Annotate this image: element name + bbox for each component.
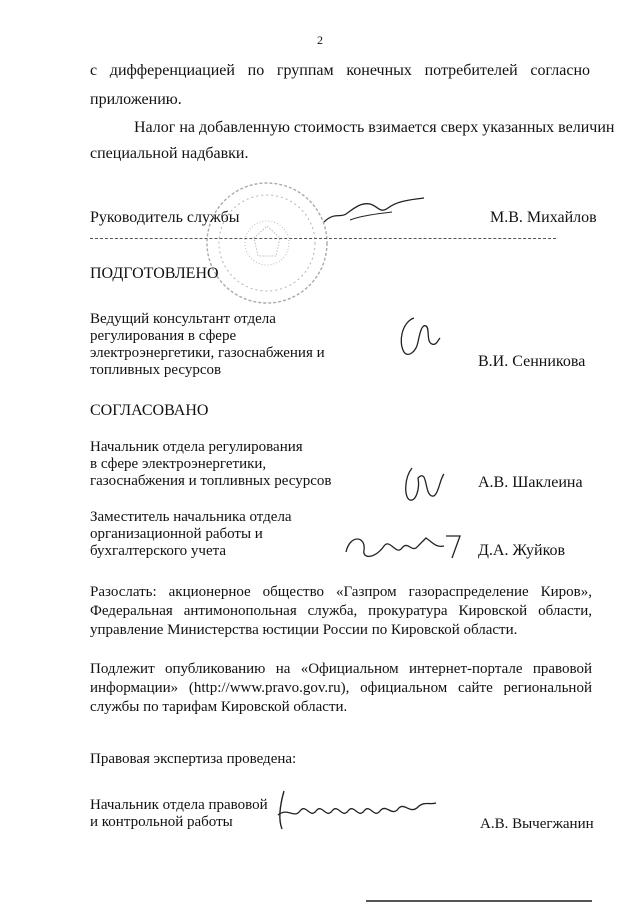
prepared-position-4: топливных ресурсов [90,362,222,378]
agreed-first-signature-icon [398,458,448,506]
agreed-second-position-2: организационной работы и [90,526,263,542]
page-number: 2 [317,33,323,47]
intro-line-4: специальной надбавки. [90,145,249,162]
agreed-second-signature-icon [340,528,470,564]
distribution-line-1: Разослать: акционерное общество «Газпром газораспределение Киров», [90,584,592,600]
bottom-line [366,900,592,902]
publication-line-2: информации» (http://www.pravo.gov.ru), официальном сайте региональной [90,680,592,696]
publication-line-1: Подлежит опубликованию на «Официальном интернет-портале правовой [90,661,592,677]
head-title: Руководитель службы [90,209,240,226]
agreed-second-position-3: бухгалтерского учета [90,543,227,559]
agreed-first-position-3: газоснабжения и топливных ресурсов [90,473,332,489]
intro-line-3: Налог на добавленную стоимость взимается сверх указанных величин [134,119,615,136]
legal-position-1: Начальник отдела правовой [90,797,268,813]
agreed-second-name: Д.А. Жуйков [478,542,566,559]
legal-signature-icon [270,785,440,835]
intro-line-1: с дифференциацией по группам конечных потребителей согласно [90,62,590,79]
publication-line-3: службы по тарифам Кировской области. [90,699,348,715]
official-seal-stamp [202,178,332,308]
agreed-second-position-1: Заместитель начальника отдела [90,509,292,525]
legal-name: А.В. Вычегжанин [480,816,594,832]
prepared-position-3: электроэнергетики, газоснабжения и [90,345,325,361]
agreed-first-name: А.В. Шаклеина [478,474,583,491]
prepared-heading: ПОДГОТОВЛЕНО [90,265,219,282]
legal-position-2: и контрольной работы [90,814,233,830]
divider-line [90,238,556,239]
legal-note: Правовая экспертиза проведена: [90,751,297,767]
prepared-position-2: регулирования в сфере [90,328,237,344]
head-name: М.В. Михайлов [490,209,597,226]
intro-line-2: приложению. [90,91,182,108]
distribution-line-3: управление Министерства юстиции России по Кировской области. [90,622,518,638]
prepared-position-1: Ведущий консультант отдела [90,311,276,327]
head-signature-icon [320,192,430,232]
agreed-first-position-2: в сфере электроэнергетики, [90,456,267,472]
distribution-line-2: Федеральная антимонопольная служба, прокуратура Кировской области, [90,603,592,619]
agreed-heading: СОГЛАСОВАНО [90,402,209,419]
prepared-signature-icon [392,312,442,362]
agreed-first-position-1: Начальник отдела регулирования [90,439,303,455]
prepared-name: В.И. Сенникова [478,353,586,370]
